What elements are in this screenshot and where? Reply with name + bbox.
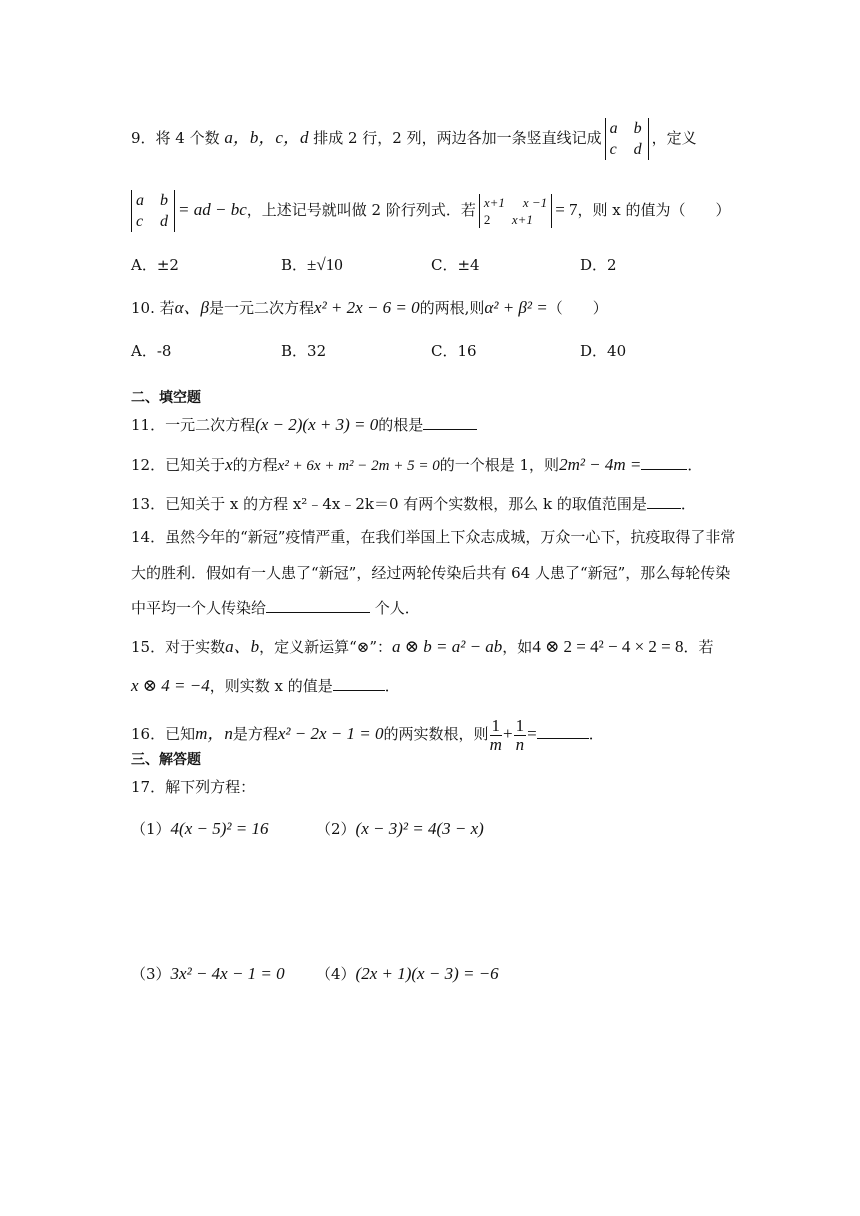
q13-suffix: ． bbox=[680, 495, 696, 513]
q10-roots: α、β bbox=[174, 298, 210, 317]
q16-mid: 是方程 bbox=[232, 725, 278, 743]
q10-option-a: A．-8 bbox=[131, 342, 172, 360]
q17-part1-equation: 4(x − 5)² = 16 bbox=[170, 819, 269, 838]
q16-suffix: ． bbox=[588, 725, 604, 743]
q12-equation: x² + 6x + m² − 2m + 5 = 0 bbox=[277, 458, 440, 474]
q10-line bbox=[131, 298, 608, 318]
q9-mid: 排成 2 行，2 列，两边各加一条竖直线记成 bbox=[308, 129, 602, 147]
q11-equation: (x − 2)(x + 3) = 0 bbox=[255, 415, 379, 434]
q9-line2 bbox=[131, 190, 731, 232]
q15-suffix: ．若 bbox=[683, 638, 714, 656]
q15-line1 bbox=[131, 637, 714, 657]
q15-definition: a ⊗ b = a² − ab bbox=[392, 637, 503, 656]
q11-line bbox=[131, 415, 477, 435]
q9-equation-determinant: x+1 x −1 2 x+1 bbox=[479, 194, 552, 228]
q10-prefix: 10. 若 bbox=[131, 299, 175, 317]
section-solve-heading: 三、解答题 bbox=[131, 752, 201, 768]
q17-part2-equation: (x − 3)² = 4(3 − x) bbox=[355, 819, 484, 838]
q15-prefix: 15．对于实数 bbox=[131, 638, 226, 656]
q17-part4-label: （4） bbox=[316, 965, 356, 983]
q16-fraction-1-over-n: $\frac{1}{n}$ bbox=[515, 715, 525, 754]
q11-suffix: 的根是 bbox=[378, 416, 424, 434]
q14-line3-prefix: 中平均一个人传染给 bbox=[131, 599, 267, 617]
q12-expression: 2m² − 4m = bbox=[559, 455, 642, 474]
q17-part2 bbox=[316, 818, 484, 839]
q15-line2 bbox=[131, 676, 400, 696]
q17-part3 bbox=[131, 963, 285, 984]
q13-text: 13．已知关于 x 的方程 x²﹣4x﹣2k＝0 有两个实数根，那么 k 的取值范围是 bbox=[131, 495, 647, 513]
q17-title: 17．解下列方程： bbox=[131, 778, 256, 796]
q9-definition-determinant: a b c d bbox=[131, 190, 175, 232]
q15-line2-text: ，则实数 x 的值是 bbox=[209, 677, 333, 695]
q12-mid2: 的一个根是 1，则 bbox=[439, 456, 560, 474]
q10-equation: x² + 2x − 6 = 0 bbox=[314, 298, 420, 317]
q9-option-d: D．2 bbox=[580, 256, 617, 274]
q13-answer-blank[interactable] bbox=[647, 494, 681, 509]
q17-part1-label: （1） bbox=[131, 820, 171, 838]
q10-option-b: B．32 bbox=[281, 342, 327, 360]
q16-equation: x² − 2x − 1 = 0 bbox=[277, 724, 384, 743]
q16-fraction-1-over-m: $\frac{1}{m}$ bbox=[489, 715, 502, 754]
q9-option-c: C．±4 bbox=[431, 256, 480, 274]
q9-suffix: ，定义 bbox=[651, 129, 697, 147]
q17-part3-equation: 3x² − 4x − 1 = 0 bbox=[170, 964, 285, 983]
q9-definition-rhs: = ad − bc bbox=[178, 200, 247, 219]
q15-line2-suffix: ． bbox=[384, 677, 400, 695]
q14-line3-suffix: 个人． bbox=[370, 599, 420, 617]
q15-example: 4 ⊗ 2 = 4² − 4 × 2 = 8 bbox=[532, 637, 684, 656]
q11-prefix: 11．一元二次方程 bbox=[131, 416, 256, 434]
q15-mid2: ，如 bbox=[502, 638, 533, 656]
q10-mid2: 的两根,则 bbox=[419, 299, 485, 317]
q13-line bbox=[131, 494, 696, 514]
q12-suffix: ． bbox=[687, 456, 703, 474]
q9-option-b-math: ±√10 bbox=[307, 255, 343, 274]
q9-vars: a，b，c，d bbox=[224, 128, 309, 147]
q9-line2-mid: ，上述记号就叫做 2 阶行列式．若 bbox=[246, 201, 476, 219]
q10-option-d: D．40 bbox=[580, 342, 627, 360]
q17-part4-equation: (2x + 1)(x − 3) = −6 bbox=[355, 964, 499, 983]
q12-var: x bbox=[225, 455, 233, 474]
q9-prefix: 9．将 4 个数 bbox=[131, 129, 225, 147]
q12-line bbox=[131, 455, 702, 476]
q10-mid: 是一元二次方程 bbox=[209, 299, 315, 317]
q10-option-c: C．16 bbox=[431, 342, 477, 360]
q14-answer-blank[interactable] bbox=[266, 598, 370, 613]
q15-mid: ，定义新运算“⊗”： bbox=[259, 638, 392, 656]
q9-option-b: B．±√10 bbox=[281, 255, 343, 274]
q16-answer-blank[interactable] bbox=[537, 724, 589, 739]
q16-prefix: 16．已知 bbox=[131, 725, 196, 743]
q14-line1: 14．虽然今年的“新冠”疫情严重，在我们举国上下众志成城，万众一心下，抗疫取得了非常 bbox=[131, 528, 736, 546]
q12-prefix: 12．已知关于 bbox=[131, 456, 226, 474]
q16-line: 16．已知m，n是方程x² − 2x − 1 = 0的两实数根，则 $\frac{1}{m}$ + $\frac{1}{n}$ = ． bbox=[131, 715, 604, 754]
q16-vars: m，n bbox=[195, 724, 233, 743]
section-fill-in-blank-heading: 二、填空题 bbox=[131, 390, 201, 406]
q14-line3 bbox=[131, 598, 420, 618]
q15-vars: a、b bbox=[225, 637, 260, 656]
q9-line2-suffix: ，则 x 的值为（ ） bbox=[577, 201, 731, 219]
q12-answer-blank[interactable] bbox=[641, 455, 687, 470]
q15-answer-blank[interactable] bbox=[333, 676, 385, 691]
q9-equation-rhs: = 7 bbox=[555, 200, 578, 219]
q10-expression: α² + β² = bbox=[484, 298, 548, 317]
q12-mid: 的方程 bbox=[232, 456, 278, 474]
q17-part1 bbox=[131, 818, 268, 839]
q14-line2: 大的胜利．假如有一人患了“新冠”，经过两轮传染后共有 64 人患了“新冠”，那么每轮传染 bbox=[131, 564, 731, 582]
q9-option-a: A．±2 bbox=[131, 256, 179, 274]
q17-part3-label: （3） bbox=[131, 965, 171, 983]
q15-condition: x ⊗ 4 = −4 bbox=[131, 676, 210, 695]
q16-mid2: 的两实数根，则 bbox=[383, 725, 489, 743]
q9-line1 bbox=[131, 118, 697, 160]
q17-part4 bbox=[316, 963, 499, 984]
q10-suffix: （ ） bbox=[547, 299, 608, 317]
q17-part2-label: （2） bbox=[316, 820, 356, 838]
q11-answer-blank[interactable] bbox=[423, 415, 477, 430]
q9-determinant-notation: a b c d bbox=[605, 118, 649, 160]
